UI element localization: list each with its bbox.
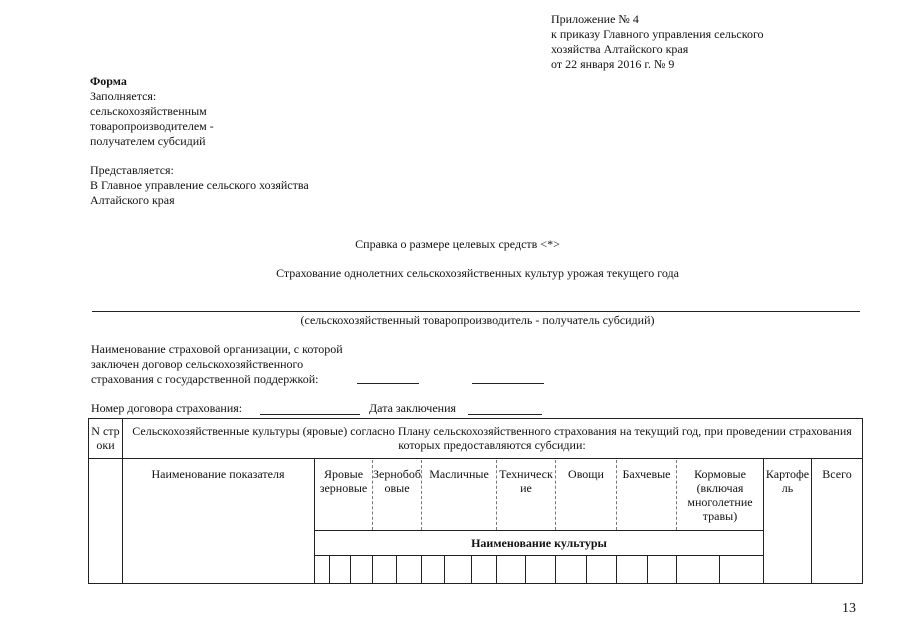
filled-line-2: товаропроизводителем -	[90, 119, 214, 133]
insurer-block	[91, 342, 381, 387]
cell-divider	[496, 555, 497, 583]
row-no-divider	[88, 458, 122, 459]
producer-caption: (сельскохозяйственный товаропроизводитель - получатель субсидий)	[300, 313, 655, 327]
insurer-fill-line-2	[472, 383, 544, 384]
column-spring-grain: Яровые зерновые	[319, 467, 368, 495]
contract-date-fill	[468, 414, 542, 415]
submit-label: Представляется:	[90, 163, 174, 177]
cell-divider	[676, 555, 677, 583]
cell-divider	[555, 555, 556, 583]
insurer-line-2: заключен договор сельскохозяйственного	[91, 357, 304, 371]
submit-block	[90, 163, 390, 208]
form-title: Форма	[90, 74, 127, 88]
document-title: Справка о размере целевых средств <*>	[355, 237, 560, 251]
page-number: 13	[842, 601, 856, 616]
cell-divider	[421, 555, 422, 583]
filled-line-3: получателем субсидий	[90, 134, 206, 148]
row-no-column-divider	[122, 418, 123, 583]
filled-label: Заполняется:	[90, 89, 157, 103]
producer-fill-line	[92, 311, 860, 312]
table-bottom-border	[88, 583, 863, 584]
column-oilseeds: Масличные	[429, 467, 489, 481]
appendix-line-1: Приложение № 4	[551, 12, 639, 26]
cell-divider	[396, 555, 397, 583]
main-header-divider	[122, 458, 862, 459]
submit-line-1: В Главное управление сельского хозяйства	[90, 178, 309, 192]
contract-number-fill	[260, 414, 360, 415]
insurer-line-3: страхования с государственной поддержкой:	[91, 372, 319, 386]
cell-divider	[647, 555, 648, 583]
crops-main-header: Сельскохозяйственные культуры (яровые) согласно Плану сельскохозяйственного страхования на текущий год, при проведении страхования которых предоставляются субсидии:	[132, 424, 852, 452]
cell-divider	[444, 555, 445, 583]
cell-divider	[372, 555, 373, 583]
column-legumes: Зернобобовые	[373, 467, 421, 495]
submit-line-2: Алтайского края	[90, 193, 175, 207]
insurer-line-1: Наименование страховой организации, с которой	[91, 342, 343, 356]
column-vegetables: Овощи	[568, 467, 604, 481]
cell-divider	[471, 555, 472, 583]
document-subtitle: Страхование однолетних сельскохозяйственных культур урожая текущего года	[276, 266, 679, 280]
filled-line-1: сельскохозяйственным	[90, 104, 207, 118]
culture-header-bottom-line	[314, 555, 763, 556]
contract-number-label: Номер договора страхования:	[91, 401, 243, 415]
cell-divider	[616, 555, 617, 583]
indicator-name-header: Наименование показателя	[151, 467, 285, 481]
cell-divider	[329, 555, 330, 583]
culture-name-header: Наименование культуры	[471, 536, 607, 550]
column-industrial: Технические	[499, 467, 553, 495]
appendix-line-4: от 22 января 2016 г. № 9	[551, 57, 675, 71]
appendix-line-3: хозяйства Алтайского края	[551, 42, 689, 56]
row-number-header: N строки	[91, 424, 120, 452]
insurer-fill-line-1	[357, 383, 419, 384]
column-melons: Бахчевые	[622, 467, 671, 481]
column-fodder: Кормовые (включая многолетние травы)	[687, 467, 753, 523]
cell-divider	[586, 555, 587, 583]
table-right-border	[862, 418, 863, 583]
form-block	[90, 74, 340, 149]
column-potato: Картофель	[765, 467, 810, 495]
table-top-border	[88, 418, 863, 419]
contract-date-label: Дата заключения	[369, 401, 457, 415]
appendix-line-2: к приказу Главного управления сельского	[551, 27, 764, 41]
culture-header-top-line	[314, 530, 763, 531]
cell-divider	[525, 555, 526, 583]
cell-divider	[719, 555, 720, 583]
cell-divider	[350, 555, 351, 583]
appendix-header	[551, 12, 811, 72]
column-total: Всего	[822, 467, 852, 481]
